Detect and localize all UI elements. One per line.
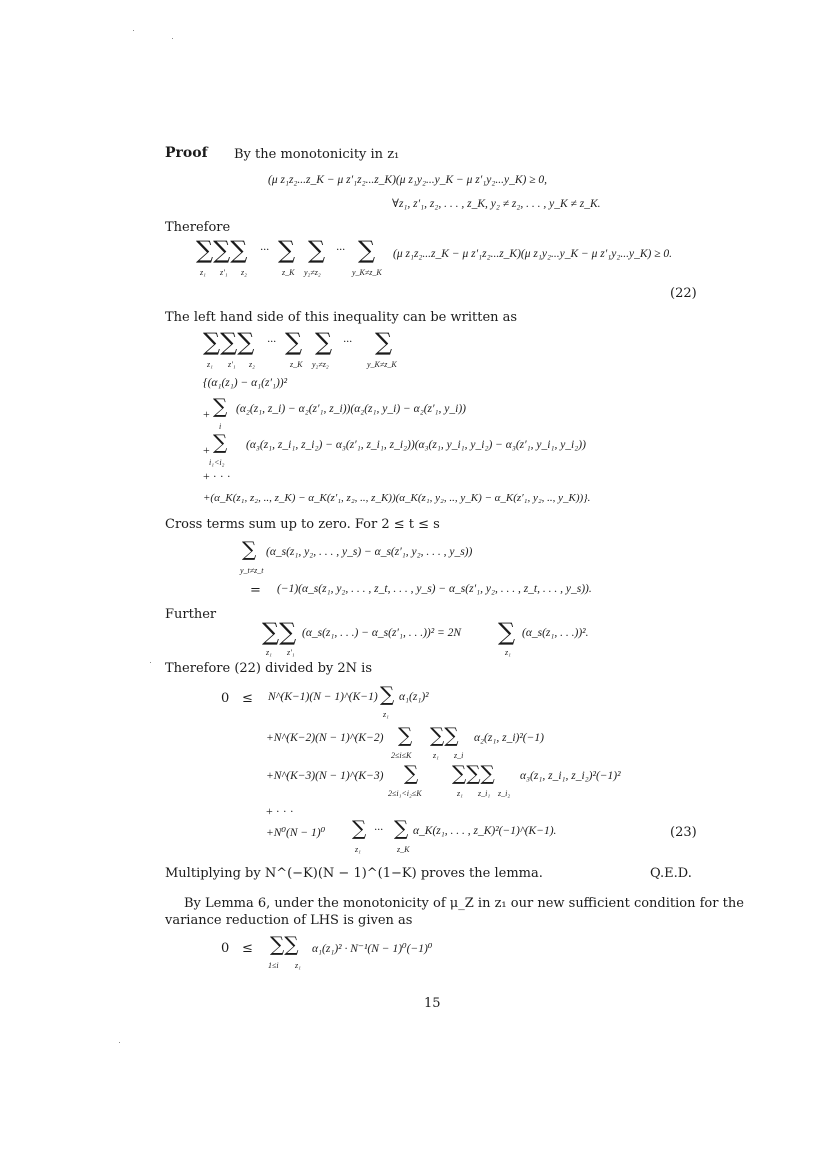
cross-line-2: (−1)(α_s(z₁, y₂, . . . , z_t, . . . , y_s) − α_s(z′₁, y₂, . . . , z_t, . . . , y_s)).: [277, 583, 592, 595]
bound-line-5-tail: α_K(z₁, . . . , z_K)²(−1)^(K−1).: [413, 825, 557, 837]
qed: Q.E.D.: [650, 866, 692, 881]
bound-line-4: + · · ·: [266, 804, 294, 818]
sum-sub: z₁: [295, 961, 301, 970]
eq-number-22: (22): [670, 286, 697, 301]
cdots: ···: [343, 334, 352, 348]
sum-sub: y₂≠z₂: [312, 360, 329, 369]
expansion-line-1: {(α₁(z₁) − α₁(z′₁))²: [203, 377, 288, 389]
sigma-symbol: ∑: [380, 682, 395, 706]
sigma-symbol: ∑∑: [262, 618, 297, 646]
proof-label: Proof: [165, 145, 208, 161]
sum-sub: 2≤i₁<i₂≤K: [388, 789, 422, 798]
sum-body-1: (μ z₁z₂...z_K − μ z′₁z₂...z_K)(μ z₁y₂...y_K − μ z′₁y₂...y_K) ≥ 0.: [393, 248, 673, 260]
sigma-symbol: ∑∑∑: [203, 328, 255, 356]
zero: 0: [221, 691, 230, 706]
bound-line-3-tail: α₃(z₁, z_i₁, z_i₂)²(−1)²: [520, 770, 621, 782]
sigma-symbol: ∑: [242, 537, 257, 561]
sigma-symbol: ∑∑∑: [196, 236, 248, 264]
lhs-text: The left hand side of this inequality can be written as: [165, 310, 518, 325]
cdots: ···: [374, 822, 383, 836]
bound-line-1: N^(K−1)(N − 1)^(K−1): [268, 691, 378, 703]
sum-sub: z₂: [241, 268, 247, 277]
expansion-line-2: (α₂(z₁, z_i) − α₂(z′₁, z_i))(α₂(z₁, y_i) − α₂(z′₁, y_i)): [236, 403, 466, 415]
final-bound: α₁(z₁)² · N⁻¹(N − 1)⁰(−1)⁰: [312, 943, 433, 955]
cdots: ···: [267, 334, 276, 348]
multiplying-text: Multiplying by N^(−K)(N − 1)^(1−K) proves the lemma.: [165, 866, 543, 881]
sum-sub: i: [219, 422, 222, 431]
sum-sub: 1≤i: [268, 961, 279, 970]
sigma-symbol: ∑: [352, 816, 367, 840]
equals-sign: =: [250, 583, 261, 598]
therefore-1: Therefore: [165, 220, 231, 235]
cdots: ···: [260, 242, 269, 256]
inequality-1a: (μ z₁z₂...z_K − μ z′₁z₂...z_K)(μ z₁y₂...y_K − μ z′₁y₂...y_K) ≥ 0,: [268, 174, 548, 186]
cdots: ···: [336, 242, 345, 256]
sum-sub: y_K≠z_K: [352, 268, 382, 277]
sum-sub: z_i₂: [498, 789, 511, 798]
therefore-2: Therefore (22) divided by 2N is: [165, 661, 372, 676]
expansion-line-5: +(α_K(z₁, z₂, .., z_K) − α_K(z′₁, z₂, .., z_K))(α_K(z₁, y₂, .., y_K) − α_K(z′₁, y₂, .., y_K))}.: [203, 492, 591, 504]
sum-sub: z_K: [290, 360, 303, 369]
sigma-symbol: ∑∑∑: [452, 761, 495, 785]
further-equation: (α_s(z₁, . . .) − α_s(z′₁, . . .))² = 2N: [302, 627, 462, 639]
sum-sub: y_t≠z_t: [240, 566, 264, 575]
sum-sub: z₁: [457, 789, 463, 798]
proof-intro: By the monotonicity in z₁: [234, 147, 400, 162]
further-text: Further: [165, 607, 217, 622]
sigma-symbol: ∑: [404, 761, 419, 785]
expansion-line-3: (α₃(z₁, z_i₁, z_i₂) − α₃(z′₁, z_i₁, z_i₂))(α₃(z₁, y_i₁, y_i₂) − α₃(z′₁, y_i₁, y_i₂)): [246, 439, 586, 451]
sum-sub: z₁: [200, 268, 206, 277]
sum-sub: y_K≠z_K: [367, 360, 397, 369]
sigma-symbol: ∑: [278, 236, 296, 264]
zero: 0: [221, 941, 230, 956]
cross-line-1: (α_s(z₁, y₂, . . . , y_s) − α_s(z′₁, y₂, . . . , y_s)): [266, 546, 473, 558]
sum-sub: 2≤i≤K: [391, 751, 412, 760]
sigma-symbol: ∑: [213, 394, 228, 418]
plus-sign: +: [203, 407, 210, 421]
sigma-symbol: ∑: [394, 816, 409, 840]
cross-terms-text: Cross terms sum up to zero. For 2 ≤ t ≤ s: [165, 517, 440, 532]
bound-line-2: +N^(K−2)(N − 1)^(K−2): [266, 732, 384, 744]
sum-sub: i₁<i₂: [209, 458, 225, 467]
sum-sub: z_K: [282, 268, 295, 277]
sigma-symbol: ∑: [498, 618, 516, 646]
sigma-symbol: ∑∑: [270, 932, 299, 956]
sum-sub: z₁: [383, 710, 389, 719]
sum-sub: z₂: [249, 360, 255, 369]
sigma-symbol: ∑: [213, 430, 228, 454]
leq-sign: ≤: [242, 691, 253, 706]
page-number: 15: [424, 996, 441, 1011]
leq-sign: ≤: [242, 941, 253, 956]
paragraph-line-2: variance reduction of LHS is given as: [165, 913, 413, 928]
sigma-symbol: ∑: [375, 328, 393, 356]
sigma-symbol: ∑: [315, 328, 333, 356]
sigma-symbol: ∑∑: [430, 723, 459, 747]
bound-line-5: +N⁰(N − 1)⁰: [266, 827, 326, 839]
sigma-symbol: ∑: [398, 723, 413, 747]
plus-sign: +: [203, 443, 210, 457]
sum-sub: z′₁: [228, 360, 236, 369]
sum-sub: z₁: [505, 648, 511, 657]
bound-line-1-tail: α₁(z₁)²: [399, 691, 429, 703]
sum-sub: z₁: [355, 845, 361, 854]
sum-sub: z_K: [397, 845, 410, 854]
inequality-1b: ∀z₁, z′₁, z₂, . . . , z_K, y₂ ≠ z₂, . . . , y_K ≠ z_K.: [392, 198, 601, 210]
expansion-line-4: + · · ·: [203, 469, 231, 483]
paragraph-line-1: By Lemma 6, under the monotonicity of μ_Z in z₁ our new sufficient condition for the: [184, 896, 744, 911]
sum-sub: z′₁: [220, 268, 228, 277]
sum-sub: z_i₁: [478, 789, 491, 798]
eq-number-23: (23): [670, 825, 697, 840]
sum-sub: z₁: [266, 648, 272, 657]
bound-line-3: +N^(K−3)(N − 1)^(K−3): [266, 770, 384, 782]
bound-line-2-tail: α₂(z₁, z_i)²(−1): [474, 732, 544, 744]
further-equation-tail: (α_s(z₁, . . .))².: [522, 627, 589, 639]
sum-sub: y₂≠z₂: [304, 268, 321, 277]
sigma-symbol: ∑: [308, 236, 326, 264]
sigma-symbol: ∑: [358, 236, 376, 264]
sum-sub: z_i: [454, 751, 464, 760]
sum-sub: z₁: [207, 360, 213, 369]
sum-sub: z′₁: [287, 648, 295, 657]
sum-sub: z₁: [433, 751, 439, 760]
sigma-symbol: ∑: [285, 328, 303, 356]
